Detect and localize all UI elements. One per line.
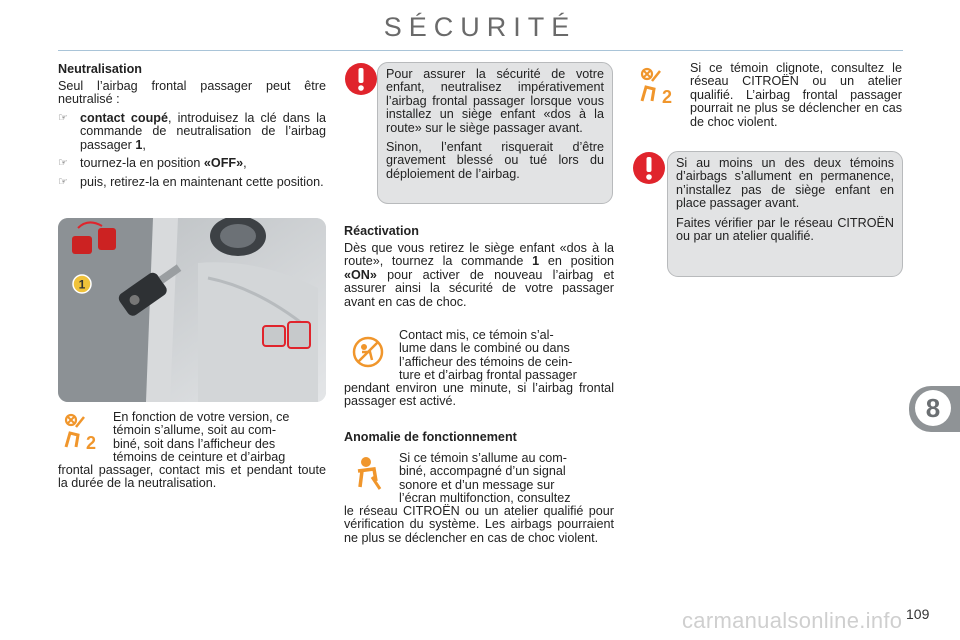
anomaly-note-tail: le réseau CITROËN ou un atelier qualifié pour vérification du système. Les airbags pourraient ne plus se déclencher en cas de choc violent.: [344, 504, 614, 545]
reactivation-heading: Réactivation: [344, 224, 419, 238]
step-3: ☞ puis, retirez-la en maintenant cette position.: [58, 174, 324, 189]
chapter-number: 8: [915, 390, 951, 426]
airbag-off-icon: [638, 67, 678, 110]
anomaly-note-lines: Si ce témoin s’allume au com- biné, accompagné d’un signal sonore et d’un message sur l’écran multifonction, consultez: [399, 451, 571, 506]
warning-paragraph-1: Pour assurer la sécurité de votre enfant, neutralisez impérativement l’airbag frontal passager lorsque vous installez un siège enfant «dos à la route» sur le siège passager avant.: [386, 67, 604, 135]
neutralisation-intro: Seul l’airbag frontal passager peut être neutralisé :: [58, 79, 326, 107]
reactivation-text: Dès que vous retirez le siège enfant «dos à la route», tournez la commande 1 en position «ON» pour activer de nouveau l’airbag et assurer ainsi la sécurité de votre passager avant en cas de choc.: [344, 241, 615, 309]
persistent-warning-box: [667, 151, 903, 277]
persistent-warning-paragraph-2: Faites vérifier par le réseau CITROËN ou par un atelier qualifié.: [676, 215, 894, 244]
photo-callout-1: 1: [78, 277, 86, 292]
chapter-tab[interactable]: [909, 386, 960, 432]
pointing-hand-icon: ☞: [58, 157, 68, 170]
child-seat-warning-box: [377, 62, 613, 204]
svg-text:2: 2: [86, 433, 97, 451]
watermark: carmanualsonline.info: [682, 608, 903, 633]
airbag-off-icon: [62, 413, 102, 456]
page-title: SÉCURITÉ: [383, 12, 577, 42]
step-2: ☞ tournez-la en position «OFF»,: [58, 156, 247, 171]
blink-note: Si ce témoin clignote, consultez le réseau CITROËN ou un atelier qualifié. L’airbag frontal passager pourrait ne plus se déclencher en cas de choc violent.: [690, 61, 902, 129]
neutralisation-heading: Neutralisation: [58, 62, 142, 76]
svg-text:2: 2: [662, 87, 673, 105]
contact-note-tail: pendant environ une minute, si l’airbag frontal passager est activé.: [344, 381, 614, 409]
warning-exclamation-icon: [632, 151, 666, 190]
persistent-warning-paragraph-1: Si au moins un des deux témoins d’airbags s’allument en permanence, n’installez pas de siège enfant en place passager avant.: [676, 156, 894, 211]
page-number: 109: [906, 606, 930, 622]
warning-paragraph-2: Sinon, l’enfant risquerait d’être gravement blessé ou tué lors du déploiement de l’airbag.: [386, 140, 604, 181]
neutralisation-steps: [58, 110, 326, 189]
pointing-hand-icon: ☞: [58, 175, 68, 188]
airbag-off-note-lines: En fonction de votre version, ce témoin s’allume, soit au com- biné, soit dans l’afficheur des témoins de ceinture et d’airbag: [113, 410, 290, 465]
airbag-switch-photo: [58, 218, 326, 402]
title-divider: [58, 50, 903, 51]
anomaly-heading: Anomalie de fonctionnement: [344, 430, 517, 444]
step-1: ☞ contact coupé, introduisez la clé dans la commande de neutralisation de l’airbag passager 1,: [58, 111, 326, 152]
airbag-on-crossed-icon: [352, 336, 384, 373]
airbag-fault-icon: [350, 455, 386, 496]
warning-exclamation-icon: [344, 62, 378, 101]
pointing-hand-icon: ☞: [58, 112, 68, 124]
contact-note-lines: Contact mis, ce témoin s’al- lume dans le combiné ou dans l’afficheur des témoins de cein- ture et d’airbag frontal passager: [399, 328, 577, 383]
airbag-off-note-tail: frontal passager, contact mis et pendant toute la durée de la neutralisation.: [58, 463, 326, 491]
